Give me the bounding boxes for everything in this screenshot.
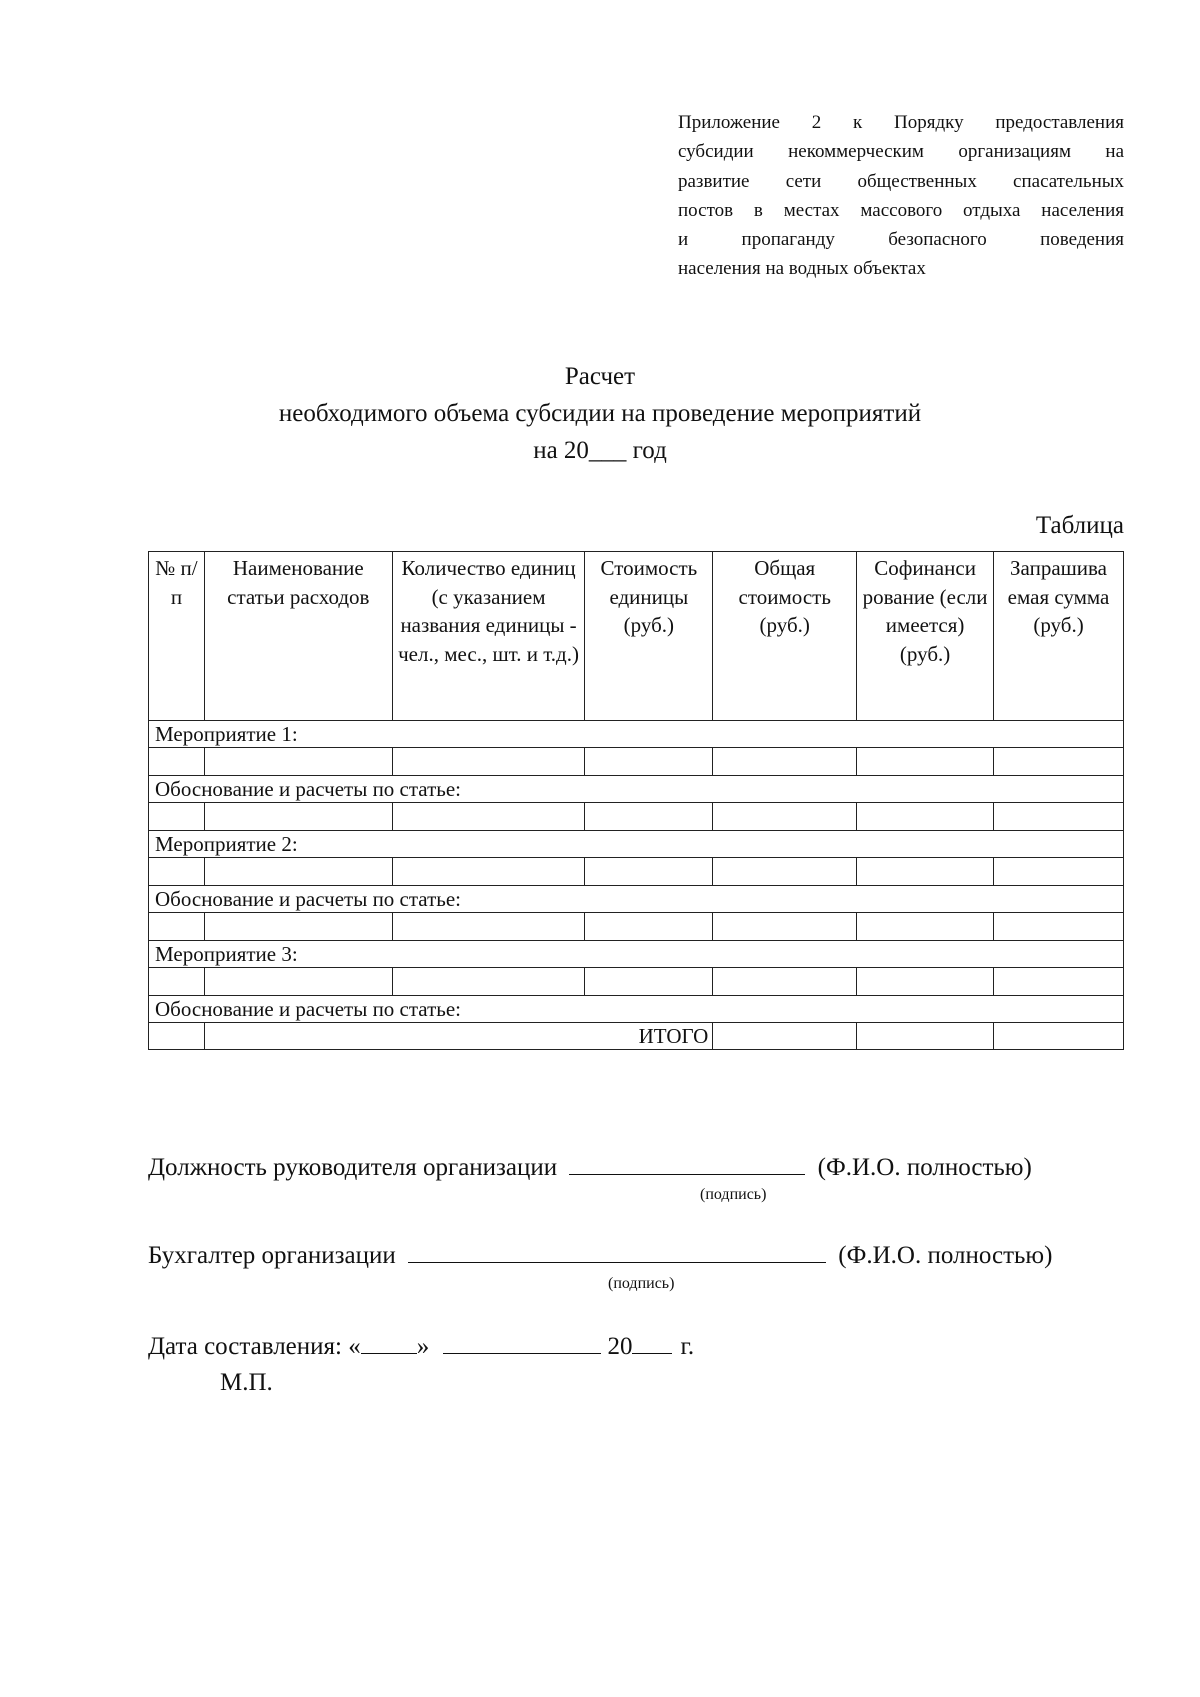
table-cell[interactable] [585, 858, 713, 886]
table-cell[interactable] [713, 858, 857, 886]
section-row [149, 721, 1124, 748]
signature-hint: (подпись) [608, 1275, 675, 1292]
header-cell: Стоимость единицы (руб.) [585, 552, 713, 721]
section-row [149, 831, 1124, 858]
director-signature-line [148, 1154, 1032, 1182]
total-cell[interactable] [713, 1023, 857, 1050]
total-cell[interactable] [857, 1023, 994, 1050]
table-cell[interactable] [857, 858, 994, 886]
section-label: Обоснование и расчеты по статье: [149, 996, 1124, 1023]
table-row [149, 748, 1124, 776]
table-cell[interactable] [857, 968, 994, 996]
table-cell[interactable] [994, 858, 1124, 886]
table-cell[interactable] [857, 913, 994, 941]
table-cell[interactable] [713, 803, 857, 831]
title-line-2: необходимого объема субсидии на проведение мероприятий [278, 400, 922, 427]
stamp-placeholder: М.П. [220, 1369, 273, 1396]
director-label: Должность руководителя организации [148, 1154, 558, 1181]
table-cell[interactable] [585, 803, 713, 831]
calculation-table [148, 551, 1124, 1050]
document-title [0, 358, 1200, 469]
title-line-1: Расчет [564, 363, 636, 390]
table-row [149, 968, 1124, 996]
date-line [148, 1333, 694, 1361]
table-cell[interactable] [392, 968, 585, 996]
date-label: Дата составления: « [148, 1333, 361, 1360]
section-label: Обоснование и расчеты по статье: [149, 886, 1124, 913]
table-cell[interactable] [204, 913, 392, 941]
header-cell: Наименование статьи расходов [204, 552, 392, 721]
header-cell: Количество единиц (с указанием названия единицы - чел., мес., шт. и т.д.) [392, 552, 585, 721]
table-cell[interactable] [149, 803, 205, 831]
table-cell[interactable] [204, 968, 392, 996]
total-cell[interactable] [994, 1023, 1124, 1050]
section-row [149, 941, 1124, 968]
section-label: Мероприятие 1: [149, 721, 1124, 748]
section-row [149, 886, 1124, 913]
signature-hint: (подпись) [700, 1186, 767, 1203]
header-cell: Софинанси рование (если имеется) (руб.) [857, 552, 994, 721]
table-cell[interactable] [585, 968, 713, 996]
table-cell[interactable] [204, 748, 392, 776]
table-cell[interactable] [994, 803, 1124, 831]
table-cell[interactable] [392, 748, 585, 776]
appendix-line: развитие сети общественных спасательных [678, 170, 1124, 192]
appendix-line: населения на водных объектах [678, 258, 926, 280]
fio-label: (Ф.И.О. полностью) [817, 1154, 1032, 1181]
table-cell[interactable] [392, 913, 585, 941]
section-row [149, 776, 1124, 803]
table-cell[interactable] [857, 803, 994, 831]
header-cell: Общая стоимость (руб.) [713, 552, 857, 721]
appendix-line: и пропаганду безопасного поведения [678, 229, 1124, 251]
table-cell[interactable] [713, 913, 857, 941]
date-close-quote: » [416, 1333, 430, 1360]
section-label: Обоснование и расчеты по статье: [149, 776, 1124, 803]
signature-field[interactable] [569, 1173, 805, 1175]
table-cell[interactable] [204, 858, 392, 886]
header-cell: № п/п [149, 552, 205, 721]
month-field[interactable] [443, 1352, 601, 1354]
table-cell[interactable] [392, 803, 585, 831]
table-cell[interactable] [994, 913, 1124, 941]
table-cell[interactable] [585, 748, 713, 776]
table-row [149, 858, 1124, 886]
day-field[interactable] [361, 1352, 417, 1354]
title-line-3: на 20___ год [533, 437, 667, 464]
table-cell[interactable] [994, 968, 1124, 996]
accountant-label: Бухгалтер организации [148, 1242, 396, 1269]
fio-label: (Ф.И.О. полностью) [838, 1242, 1053, 1269]
total-label: ИТОГО [204, 1023, 712, 1050]
table-cell [149, 1023, 205, 1050]
section-row [149, 996, 1124, 1023]
table-cell[interactable] [149, 968, 205, 996]
table-cell[interactable] [713, 748, 857, 776]
table-caption: Таблица [1035, 512, 1124, 539]
appendix-note [678, 108, 1124, 284]
section-label: Мероприятие 3: [149, 941, 1124, 968]
table-cell[interactable] [585, 913, 713, 941]
year-suffix: г. [680, 1333, 695, 1360]
header-cell: Запрашива емая сумма (руб.) [994, 552, 1124, 721]
table-cell[interactable] [149, 913, 205, 941]
appendix-line: субсидии некоммерческим организациям на [678, 141, 1124, 163]
table-cell[interactable] [392, 858, 585, 886]
year-field[interactable] [632, 1352, 672, 1354]
table-row [149, 913, 1124, 941]
table-cell[interactable] [713, 968, 857, 996]
accountant-signature-line [148, 1242, 1052, 1270]
table-cell[interactable] [149, 748, 205, 776]
year-prefix: 20 [607, 1333, 633, 1360]
table-cell[interactable] [149, 858, 205, 886]
appendix-line: Приложение 2 к Порядку предоставления [678, 112, 1124, 133]
appendix-line: постов в местах массового отдыха населения [678, 199, 1124, 221]
table-cell[interactable] [204, 803, 392, 831]
table-row [149, 803, 1124, 831]
total-row [149, 1023, 1124, 1050]
table-cell[interactable] [994, 748, 1124, 776]
signature-field[interactable] [408, 1261, 826, 1263]
table-cell[interactable] [857, 748, 994, 776]
section-label: Мероприятие 2: [149, 831, 1124, 858]
table-header-row [149, 552, 1124, 721]
